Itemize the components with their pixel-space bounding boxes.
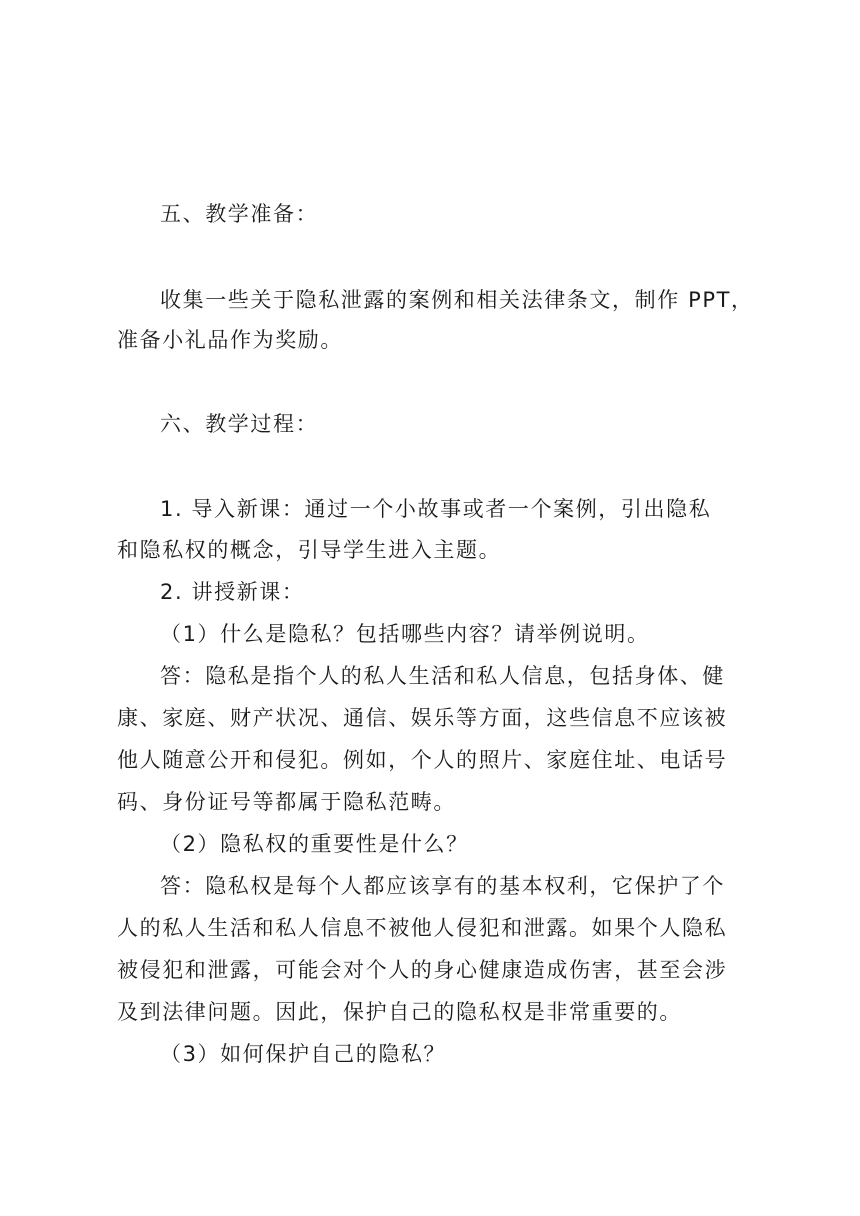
answer-2-line-1: 答：隐私权是每个人都应该享有的基本权利，它保护了个 [160, 874, 725, 898]
answer-2-line-3: 被侵犯和泄露，可能会对个人的身心健康造成伤害，甚至会涉 [117, 958, 728, 982]
answer-1-line-2: 康、家庭、财产状况、通信、娱乐等方面，这些信息不应该被 [117, 706, 728, 730]
answer-1-line-4: 码、身份证号等都属于隐私范畴。 [117, 790, 456, 814]
question-1: （1）什么是隐私？包括哪些内容？请举例说明。 [160, 622, 650, 646]
answer-1-line-3: 他人随意公开和侵犯。例如，个人的照片、家庭住址、电话号 [117, 748, 728, 772]
question-3: （3）如何保护自己的隐私？ [160, 1042, 447, 1066]
section5-paragraph-line-1: 收集一些关于隐私泄露的案例和相关法律条文，制作 PPT， [160, 288, 754, 312]
answer-2-line-2: 人的私人生活和私人信息不被他人侵犯和泄露。如果个人隐私 [117, 916, 728, 940]
section5-heading: 五、教学准备： [160, 202, 319, 226]
item1-line-1: 1. 导入新课：通过一个小故事或者一个案例，引出隐私 [160, 497, 712, 521]
section6-heading: 六、教学过程： [160, 412, 319, 436]
question-2: （2）隐私权的重要性是什么？ [160, 832, 469, 856]
section5-paragraph-line-2: 准备小礼品作为奖励。 [117, 328, 343, 352]
item1-line-2: 和隐私权的概念，引导学生进入主题。 [117, 538, 502, 562]
item2-heading: 2. 讲授新课： [160, 580, 305, 604]
answer-1-line-1: 答：隐私是指个人的私人生活和私人信息，包括身体、健 [160, 664, 725, 688]
answer-2-line-4: 及到法律问题。因此，保护自己的隐私权是非常重要的。 [117, 1000, 682, 1024]
